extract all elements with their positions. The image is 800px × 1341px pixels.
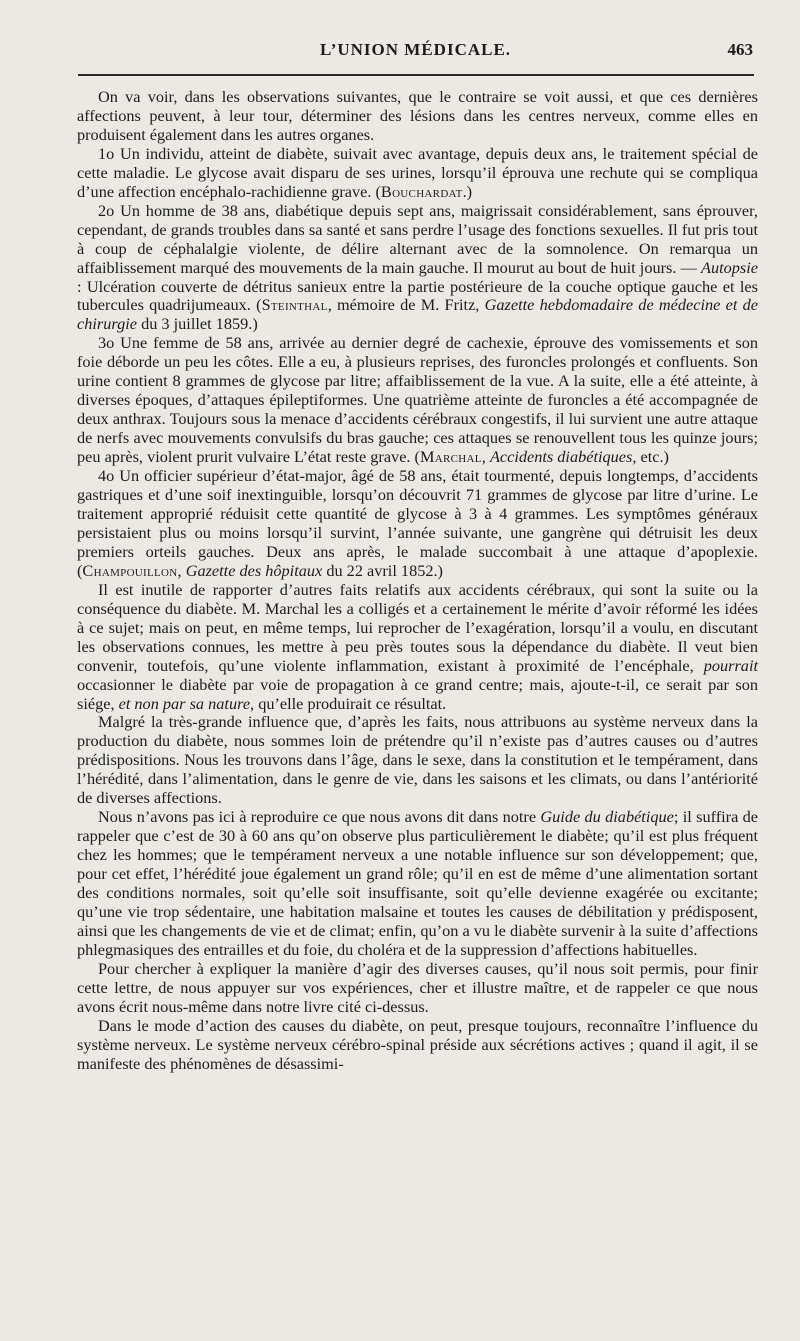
paragraph-5-observation-4: 4o Un officier supérieur d’état-major, âgé de 58 ans, était tourmenté, depuis longtemps, d’accidents gastriques et d’une soif inextinguible, lorsqu’on découvrit 71 grammes de glycose par litre d’urine. Le traitement approprié réduisit cette quantité de glycose à 3 à 4 grammes. Les symptômes généraux persistaient plus ou moins lorsqu’il survint, l’année suivante, une gangrène qui détruisit les deux premiers orteils gauches. Deux ans après, le malade succombait à une attaque d’apoplexie. (Champouillon, Gazette des hôpitaux du 22 avril 1852.) (77, 466, 758, 580)
paragraph-3-observation-2: 2o Un homme de 38 ans, diabétique depuis sept ans, maigrissait considérablement, sans éprouver, cependant, de grands troubles dans sa santé et sans perdre l’usage des fonctions sexuelles. Il fut pris tout à coup de céphalalgie violente, de délire alternant avec de la somnolence. On remarqua un affaiblissement marqué des mouvements de la main gauche. Il mourut au bout de huit jours. — Autopsie : Ulcération couverte de détritus sanieux entre la partie postérieure de la couche optique gauche et les tubercules quadrijumeaux. (Steinthal, mémoire de M. Fritz, Gazette hebdomadaire de médecine et de chirurgie du 3 juillet 1859.) (77, 200, 758, 334)
author-name: Marchal (419, 447, 482, 467)
journal-title: Gazette des hôpitaux (185, 560, 323, 580)
page-header (78, 40, 753, 64)
author-name: Steinthal (261, 295, 328, 315)
paragraph-6: Il est inutile de rapporter d’autres faits relatifs aux accidents cérébraux, qui sont la suite ou la conséquence du diabète. M. Marchal les a colligés et a certainement le mérite d’avoir réformé les idées à ce sujet; mais on peut, en même temps, lui reprocher de l’exagération, lorsqu’il a voulu, en discutant les observations connues, les mettre à peu près toutes sous la dépendance du diabète. Il veut bien convenir, toutefois, qu’une violente inflammation, existant à proximité de l’encéphale, pourrait occasionner le diabète par voie de propagation à ce grand centre; mais, ajoute-t-il, ce serait par son siége, et non par sa nature, qu’elle produirait ce résultat. (77, 579, 758, 713)
emphasis: et non par sa nature (118, 693, 251, 713)
body-text (77, 88, 758, 1074)
autopsy-label: Autopsie (701, 257, 758, 277)
header-rule (78, 74, 754, 76)
paragraph-2-observation-1: 1o Un individu, atteint de diabète, suivait avec avantage, depuis deux ans, le traitement spécial de cette maladie. Le glycose avait disparu de ses urines, lorsqu’il éprouva une rechute qui se compliqua d’une affection encéphalo-rachidienne grave. (Bouchardat.) (77, 143, 758, 201)
paragraph-8: Nous n’avons pas ici à reproduire ce que nous avons dit dans notre Guide du diabétique; il suffira de rappeler que c’est de 30 à 60 ans qu’on observe plus particulièrement le diabète; qu’il est plus fréquent chez les hommes; que le tempérament nerveux a une notable influence sur son développement; que, pour cet effet, l’hérédité joue également un grand rôle; qu’il en est de même d’une alimentation sortant des conditions normales, soit qu’elle soit insuffisante, soit qu’elle devienne exagérée ou excitante; qu’une vie trop sédentaire, une habitation malsaine et toutes les causes de débilitation y prédisposent, ainsi que les changements de vie et de climat; enfin, qu’on a vu le diabète survenir à la suite d’affections phlegmasiques des entrailles et du foie, du choléra et de la suppression d’affections habituelles. (77, 807, 758, 959)
paragraph-1: On va voir, dans les observations suivantes, que le contraire se voit aussi, et que ces dernières affections peuvent, à leur tour, déterminer des lésions dans les centres nerveux, comme elles en produisent également dans les autres organes. (77, 87, 758, 144)
work-title: Accidents diabétiques, (489, 447, 637, 467)
page-number: 463 (727, 40, 753, 59)
work-title: Guide du diabétique (540, 807, 674, 827)
author-name: Bouchardat (380, 181, 463, 201)
paragraph-9: Pour chercher à expliquer la manière d’agir des diverses causes, qu’il nous soit permis, pour finir cette lettre, de nous appuyer sur vos expériences, cher et illustre maître, et de rappeler ce que nous avons écrit nous-même dans notre livre cité ci-dessus. (77, 958, 758, 1016)
running-title: L’UNION MÉDICALE. (319, 40, 512, 59)
journal-title: Gazette hebdomadaire de médecine et de chirurgie (77, 295, 758, 334)
paragraph-10: Dans le mode d’action des causes du diabète, on peut, presque toujours, reconnaître l’influence du système nerveux. Le système nerveux cérébro-spinal préside aux sécrétions actives ; quand il agit, il se manifeste des phénomènes de désassimi- (77, 1015, 758, 1073)
author-name: Champouillon (82, 560, 178, 580)
paragraph-4-observation-3: 3o Une femme de 58 ans, arrivée au dernier degré de cachexie, éprouve des vomissements et son foie déborde un peu les côtes. Elle a eu, à plusieurs reprises, des furoncles prolongés et confluents. Son urine contient 8 grammes de glycose par litre; affaiblissement de la vue. A la suite, elle a été atteinte, à diverses époques, d’attaques épileptiformes. Une quatrième atteinte de furoncles a été accompagnée de deux anthrax. Toujours sous la menace d’accidents cérébraux congestifs, il lui survient une autre attaque de nerfs avec mouvements convulsifs du bras gauche; ces attaques se renouvellent tous les quinze jours; peu après, violent prurit vulvaire L’état reste grave. (Marchal, Accidents diabétiques, etc.) (77, 333, 758, 467)
paragraph-7: Malgré la très-grande influence que, d’après les faits, nous attribuons au système nerveux dans la production du diabète, nous sommes loin de prétendre qu’il n’existe pas d’autres causes ou d’autres prédispositions. Nous les trouvons dans l’âge, dans le sexe, dans la constitution et le tempérament, dans l’hérédité, dans l’alimentation, dans le genre de vie, dans les saisons et les climats, ou dans l’antériorité de diverses affections. (77, 712, 758, 808)
emphasis: pourrait (703, 655, 758, 675)
